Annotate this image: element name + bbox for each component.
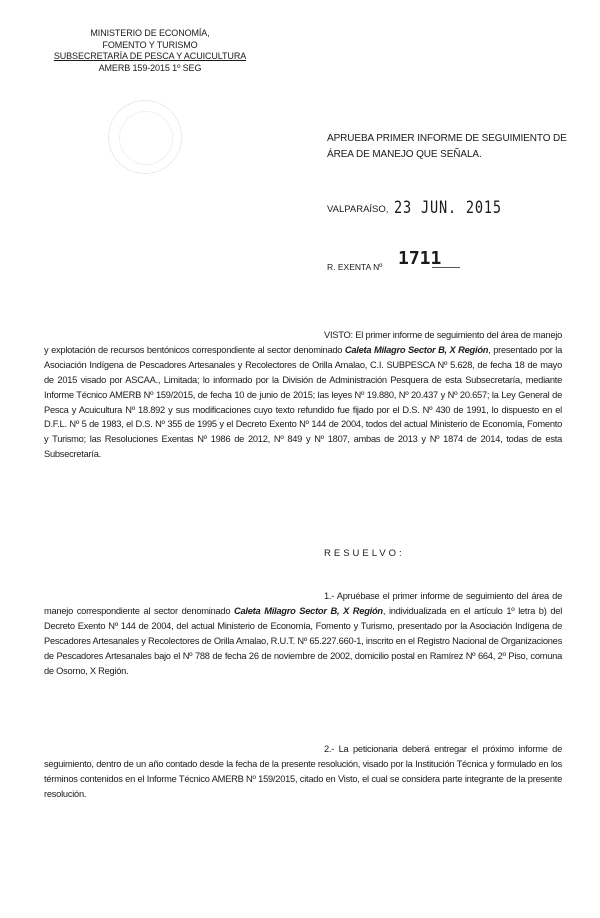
number-underline bbox=[432, 267, 460, 268]
visto-text-2: , presentado por la Asociación Indígena de Pescadores Artesanales y Recolectores de Orilla Amalao, C.I. SUBPESCA Nº 5.628, de fecha 18 de mayo de 2015 visado por ASCAA., Limitada; lo informado por la División de Administración Pesquera de esta Subsecretaría, mediante Informe Técnico AMERB Nº 159/2015, de fecha 10 de junio de 2015; las leyes Nº 19.880, Nº 20.437 y Nº 20.657; la Ley General de Pesca y Acuicultura Nº 18.892 y sus modificaciones cuyo texto refundido fue fijado por el D.S. Nº 430 de 1991, lo dispuesto en el D.F.L. Nº 5 de 1983, el D.S. Nº 355 de 1995 y el Decreto Exento Nº 144 de 2004, todos del actual Ministerio de Economía, Fomento y Turismo; las Resoluciones Exentas Nº 1986 de 2012, Nº 849 y Nº 1807, ambas de 2013 y Nº 1874 de 2014, todas de esta Subsecretaría. bbox=[44, 344, 562, 460]
article-2-paragraph: 2.- La peticionaria deberá entregar el próximo informe de seguimiento, dentro de un año contado desde la fecha de la presente resolución, visado por la Institución Técnica y formulado en los términos contenidos en el Informe Técnico AMERB Nº 159/2015, citado en Visto, el cual se considera parte integrante de la presente resolución. bbox=[44, 744, 562, 799]
article-1-paragraph bbox=[44, 589, 562, 678]
ministry-name-2: FOMENTO Y TURISMO bbox=[102, 39, 198, 50]
visto-sector-name: Caleta Milagro Sector B, X Región bbox=[344, 344, 489, 355]
resolution-number: 1711 bbox=[398, 248, 442, 269]
article-1-text-1: 1.- Apruébase el primer informe de seguimiento del área de manejo correspondiente al sector denominado bbox=[44, 591, 562, 616]
subsecretaria-name: SUBSECRETARÍA DE PESCA Y ACUICULTURA bbox=[53, 51, 247, 61]
visto-text-1: VISTO: El primer informe de seguimiento del área de manejo y explotación de recursos bentónicos correspondiente al sector denominado bbox=[44, 330, 562, 355]
document-subject: APRUEBA PRIMER INFORME DE SEGUIMIENTO DE ÁREA DE MANEJO QUE SEÑALA. bbox=[327, 133, 567, 160]
resolution-label: R. EXENTA Nº bbox=[327, 262, 383, 272]
article-1-sector-name: Caleta Milagro Sector B, X Región bbox=[234, 605, 383, 616]
ministry-header bbox=[50, 28, 250, 74]
visto-paragraph bbox=[44, 328, 562, 462]
place-label: VALPARAÍSO, bbox=[327, 204, 389, 215]
faded-seal-stamp bbox=[108, 100, 182, 174]
resuelvo-heading: RESUELVO: bbox=[324, 548, 405, 559]
file-reference: AMERB 159-2015 1º SEG bbox=[98, 62, 202, 73]
date-stamp: 23 JUN. 2015 bbox=[394, 198, 502, 218]
article-1-text-2: , individualizada en el artículo 1º letra b) del Decreto Exento Nº 144 de 2004, del actual Ministerio de Economía, Fomento y Turismo, presentado por la Asociación Indígena de Pescadores Artesanales y Recolectores de Orilla Amalao, R.U.T. Nº 65.227.660-1, inscrito en el Registro Nacional de Organizaciones de Pescadores Artesanales bajo el Nº 788 de fecha 26 de noviembre de 2002, domicilio postal en Ramírez Nº 664, 2º Piso, comuna de Osorno, X Región. bbox=[44, 605, 563, 676]
ministry-name: MINISTERIO DE ECONOMÍA, bbox=[90, 28, 210, 38]
